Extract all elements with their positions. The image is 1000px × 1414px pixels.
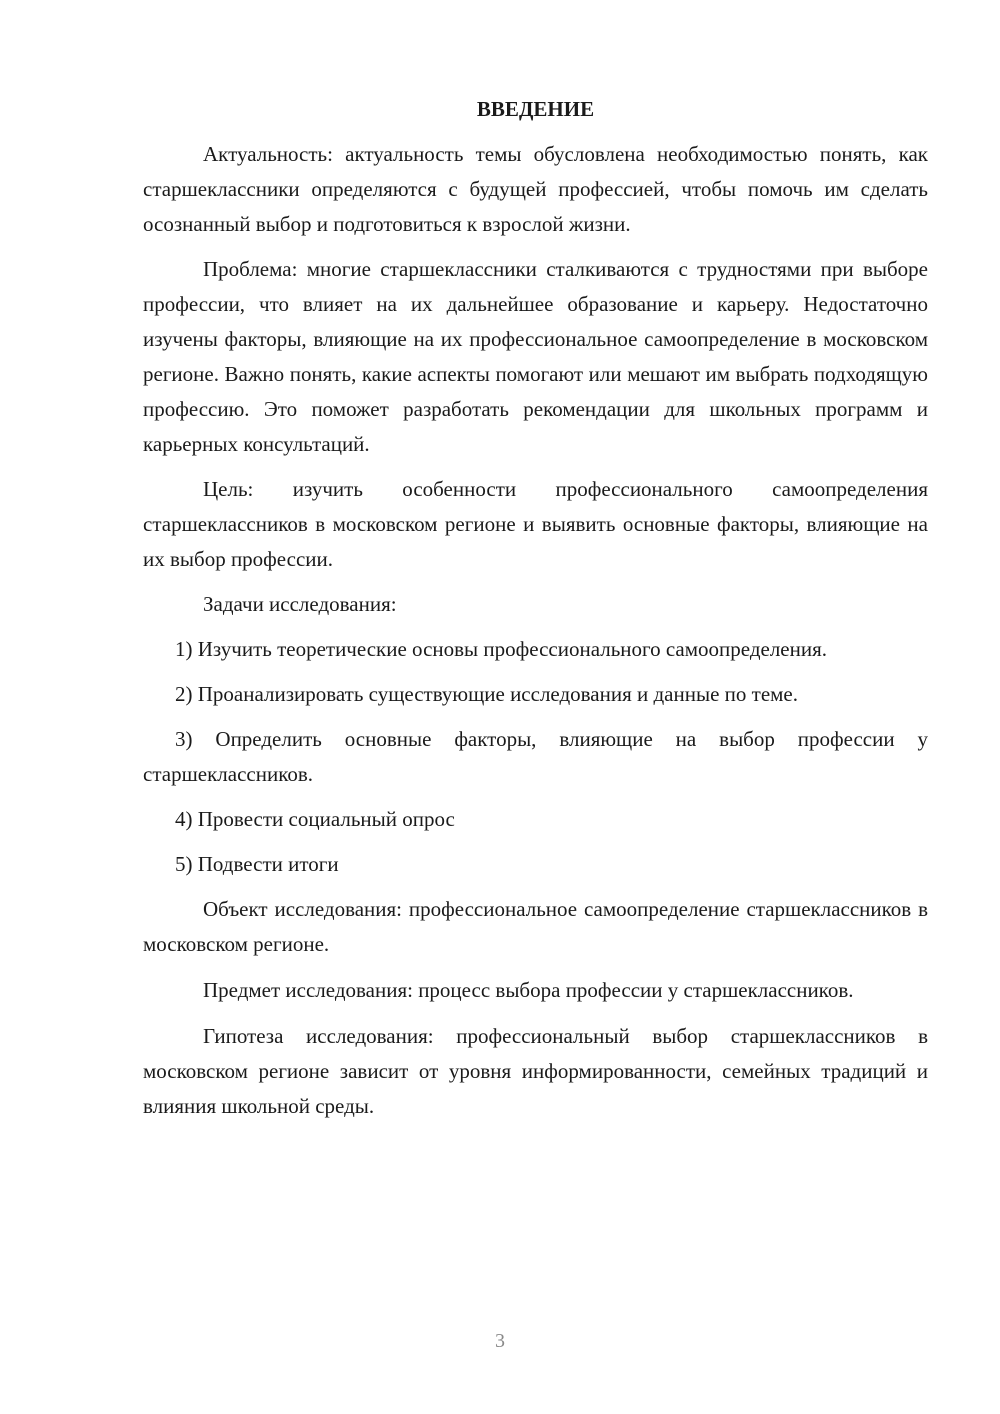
paragraph-object: Объект исследования: профессиональное самоопределение старшеклассников в московском регионе.: [143, 897, 928, 956]
section-title: ВВЕДЕНИЕ: [476, 97, 595, 121]
paragraph-goal: Цель: изучить особенности профессионального самоопределения старшеклассников в московском регионе и выявить основные факторы, влияющие на их выбор профессии.: [143, 477, 928, 571]
paragraph-problem: Проблема: многие старшеклассники сталкиваются с трудностями при выборе профессии, что влияет на их дальнейшее образование и карьеру. Недостаточно изучены факторы, влияющие на их профессиональное самоопределение в московском регионе. Важно понять, какие аспекты помогают или мешают им выбрать подходящую профессию. Это поможет разработать рекомендации для школьных программ и карьерных консультаций.: [143, 257, 928, 456]
tasks-heading: Задачи исследования:: [203, 592, 397, 616]
paragraph-relevance: Актуальность: актуальность темы обусловлена необходимостью понять, как старшеклассники определяются с будущей профессией, чтобы помочь им сделать осознанный выбор и подготовиться к взрослой жизни.: [143, 142, 928, 236]
document-page: [143, 92, 928, 1124]
task-item-1: 1) Изучить теоретические основы профессионального самоопределения.: [175, 637, 828, 661]
paragraph-hypothesis: Гипотеза исследования: профессиональный выбор старшеклассников в московском регионе зависит от уровня информированности, семейных традиций и влияния школьной среды.: [143, 1024, 928, 1118]
task-item-5: 5) Подвести итоги: [175, 852, 339, 876]
task-item-4: 4) Провести социальный опрос: [175, 807, 455, 831]
task-item-3: 3) Определить основные факторы, влияющие на выбор профессии у старшеклассников.: [143, 727, 928, 786]
paragraph-subject: Предмет исследования: процесс выбора профессии у старшеклассников.: [203, 978, 854, 1002]
page-number: 3: [495, 1330, 505, 1352]
task-item-2: 2) Проанализировать существующие исследования и данные по теме.: [175, 682, 798, 706]
